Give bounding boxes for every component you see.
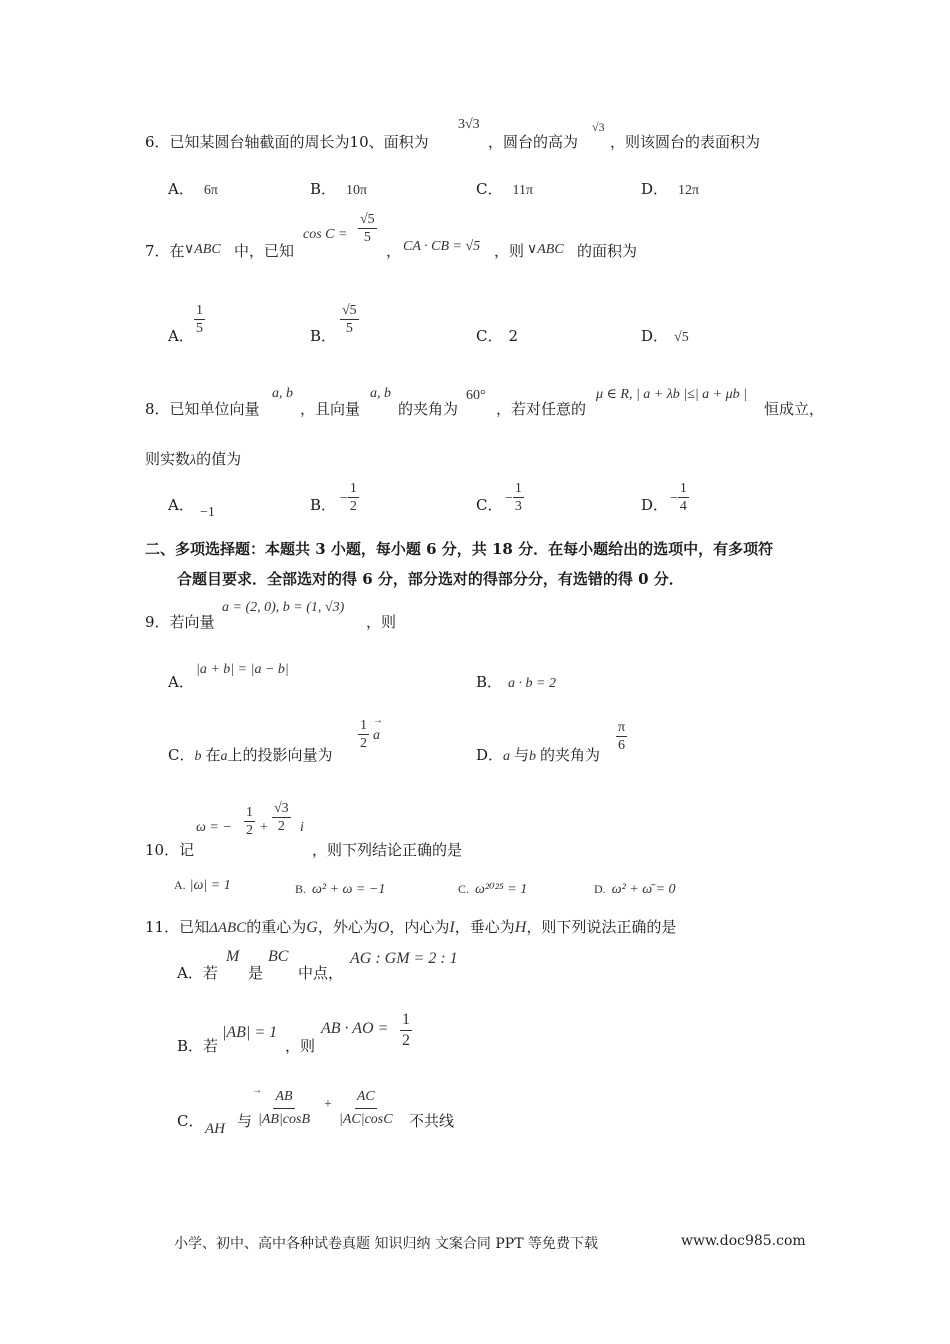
q7-dot-product: CA · CB = √5 — [403, 239, 481, 254]
q7-option-a[interactable] — [168, 325, 194, 346]
option-value: 10π — [346, 183, 368, 198]
q6-option-d[interactable] — [641, 178, 699, 199]
q10-fraction-2 — [272, 800, 291, 835]
fraction-numerator: 1 — [196, 303, 203, 318]
q10-plus: + — [260, 820, 268, 835]
q9-option-c-fraction — [358, 717, 369, 752]
fraction-denominator: 2 — [402, 1032, 410, 1049]
q8-stem-e: 恒成立， — [764, 400, 825, 418]
lambda-symbol: λ — [190, 453, 197, 468]
option-label: D． — [641, 327, 669, 345]
q8-option-c[interactable] — [476, 494, 502, 515]
fraction-numerator: π — [618, 720, 626, 735]
q8-option-a-value: −1 — [200, 505, 215, 520]
q9-stem-a: 9．若向量 — [145, 613, 215, 631]
q8-vectors-2: a, b — [370, 386, 391, 401]
q9-option-c-vector: a — [373, 728, 380, 743]
minus-sign: − — [340, 491, 348, 506]
q8-line2 — [145, 448, 241, 469]
q11-text: ，则下列说法正确的是 — [526, 918, 677, 936]
option-label: A．若 — [177, 964, 218, 982]
point-g: G — [306, 919, 318, 936]
q7-option-b[interactable] — [310, 325, 336, 346]
q11-text: ，内心为 — [389, 918, 450, 936]
fraction-numerator: √5 — [360, 212, 375, 227]
q6-option-a[interactable] — [168, 178, 218, 199]
option-value: 11π — [512, 183, 534, 198]
fraction-numerator: √5 — [342, 303, 357, 318]
q8-stem-a: 8．已知单位向量 — [145, 400, 260, 418]
option-value: 6π — [203, 183, 218, 198]
point-o: O — [377, 919, 390, 936]
section-2-line-1: 二、多项选择题：本题共 3 小题，每小题 6 分，共 18 分．在每小题给出的选项中，有多项符 — [145, 540, 774, 558]
option-value: ω²⁰²⁵ = 1 — [475, 882, 528, 897]
q9-option-a-expr: |a + b| = |a − b| — [196, 662, 289, 677]
option-text: 的夹角为 — [540, 746, 601, 764]
q10-fraction-1 — [244, 804, 255, 839]
q10-imaginary-unit: i — [300, 820, 304, 835]
q11-option-a-t2: 中点， — [298, 964, 344, 982]
option-value: |ω| = 1 — [189, 878, 231, 893]
vector-b: b — [194, 749, 202, 764]
fraction-numerator: 1 — [514, 481, 522, 496]
q8-option-b[interactable] — [310, 494, 336, 515]
q8-option-c-value — [505, 480, 524, 515]
fraction-numerator: AC — [355, 1086, 377, 1109]
option-value: 2 — [508, 327, 519, 345]
q8-stem-b: ，且向量 — [300, 400, 361, 418]
point-h: H — [514, 919, 527, 936]
q11-option-c-fraction-2 — [337, 1086, 395, 1131]
q11-option-c[interactable] — [177, 1110, 203, 1131]
fraction-denominator: 2 — [277, 819, 285, 834]
q11-option-a-t1: 是 — [248, 964, 264, 982]
q11-text: ，外心为 — [317, 918, 378, 936]
q8-line2-b: 的值为 — [196, 450, 242, 468]
footer-text: 小学、初中、高中各种试卷真题 知识归纳 文案合同 PPT 等免费下载 — [174, 1236, 598, 1252]
q8-stem-c: 的夹角为 — [398, 400, 459, 418]
minus-sign: − — [505, 491, 513, 506]
q6-stem-b: ，圆台的高为 — [488, 133, 579, 151]
option-label: A． — [168, 673, 194, 691]
q10-omega: ω = − — [196, 820, 232, 835]
fraction-numerator: 1 — [400, 1010, 412, 1031]
q11-option-b-expr: AB · AO = — [321, 1020, 389, 1037]
q7-sep: ， — [386, 242, 402, 260]
q11-option-a-m: M — [226, 948, 240, 965]
q7-option-a-fraction — [194, 302, 205, 337]
q11-option-a[interactable] — [177, 962, 218, 983]
option-label: B．若 — [177, 1037, 219, 1055]
minus-sign: − — [670, 491, 678, 506]
q8-option-b-value — [340, 480, 359, 515]
fraction-numerator: √3 — [274, 801, 289, 816]
option-label: B. — [295, 882, 307, 896]
q7-cos: cos C = — [303, 227, 348, 242]
q7-option-c[interactable] — [476, 325, 518, 346]
option-label: C． — [476, 327, 503, 345]
option-label: D. — [594, 882, 606, 896]
q11-option-c-fraction-1 — [256, 1086, 312, 1131]
option-text: 在 — [205, 746, 221, 764]
option-value: ω² + ω̄ = 0 — [611, 882, 676, 897]
fraction-numerator: 1 — [246, 805, 253, 820]
q7-triangle: ∨ABC — [184, 242, 221, 257]
option-label: A． — [168, 327, 194, 345]
q8-stem-d: ，若对任意的 — [496, 400, 587, 418]
q9-option-a[interactable] — [168, 671, 194, 692]
option-label: B． — [476, 673, 503, 691]
fraction-denominator: |AC|cosC — [339, 1112, 393, 1127]
vector-a: a — [220, 749, 228, 764]
point-i: I — [449, 919, 455, 936]
q9-option-b[interactable] — [476, 671, 556, 692]
option-label: D． — [476, 746, 504, 764]
q11-option-c-plus: + — [324, 1097, 332, 1112]
fraction-numerator: 1 — [679, 481, 687, 496]
fraction-denominator: 5 — [363, 230, 371, 245]
q9-option-c[interactable] — [168, 744, 333, 765]
q6-height: √3 — [592, 120, 605, 134]
fraction-numerator: 1 — [360, 718, 367, 733]
q11-text: ，垂心为 — [454, 918, 515, 936]
option-value: √5 — [674, 330, 689, 345]
q10-option-c[interactable] — [458, 878, 527, 898]
q10-stem-b: ，则下列结论正确的是 — [312, 841, 463, 859]
q11-triangle: ΔABC — [209, 920, 247, 936]
q6-stem-c: ，则该圆台的表面积为 — [610, 133, 761, 151]
q10-option-b[interactable] — [295, 878, 385, 898]
q6-stem-a: 6．已知某圆台轴截面的周长为10、面积为 — [145, 133, 429, 151]
q9-vectors: a = (2, 0), b = (1, √3) — [222, 600, 345, 615]
footer-url[interactable]: www.doc985.com — [681, 1233, 806, 1249]
q8-option-d-value — [670, 480, 689, 515]
option-label: C. — [458, 882, 470, 896]
option-label: B． — [310, 327, 337, 345]
vector-arrow-icon: → — [373, 715, 383, 726]
q9-stem-b: ，则 — [366, 613, 397, 631]
q6-stem — [145, 131, 429, 152]
option-value: ω² + ω = −1 — [312, 882, 386, 897]
q9-option-d[interactable] — [476, 744, 600, 765]
q11-option-b-fraction — [400, 1010, 412, 1051]
option-label: C． — [168, 746, 195, 764]
option-label: A． — [168, 496, 194, 514]
q6-option-b[interactable] — [310, 178, 367, 199]
fraction-denominator: 4 — [679, 499, 687, 514]
fraction-denominator: 5 — [196, 321, 203, 336]
option-label: A． — [168, 180, 194, 198]
q7-stem-c: ，则 — [494, 242, 525, 260]
q8-option-d[interactable] — [641, 494, 668, 515]
q11-option-b-t: ，则 — [285, 1037, 316, 1055]
q7-stem-b: 中，已知 — [234, 242, 295, 260]
q7-stem-d: 的面积为 — [577, 242, 638, 260]
q6-area: 3√3 — [458, 117, 480, 132]
section-2-line-2: 合题目要求．全部选对的得 6 分，部分选对的得部分分，有选错的得 0 分． — [177, 570, 684, 588]
vector-a: a — [503, 749, 511, 764]
option-value: 12π — [678, 183, 700, 198]
q11-stem — [145, 916, 676, 937]
fraction-numerator: 1 — [349, 481, 357, 496]
q11-option-a-ratio: AG : GM = 2 : 1 — [350, 950, 458, 967]
fraction-denominator: 2 — [246, 823, 253, 838]
q11-option-c-t2: 不共线 — [409, 1112, 455, 1130]
fraction-denominator: 5 — [345, 321, 353, 336]
fraction-denominator: 2 — [349, 499, 357, 514]
option-label: B． — [310, 180, 337, 198]
q8-angle: 60° — [466, 388, 486, 403]
fraction-denominator: 6 — [618, 738, 626, 753]
fraction-denominator: 3 — [514, 499, 522, 514]
q8-option-a[interactable] — [168, 494, 194, 515]
fraction-numerator: AB — [273, 1086, 294, 1109]
q11-option-c-ah: AH — [205, 1121, 225, 1137]
option-text: 与 — [514, 746, 530, 764]
option-label: D． — [641, 496, 669, 514]
option-label: A. — [174, 878, 186, 892]
q8-line2-a: 则实数 — [145, 450, 191, 468]
q7-stem-a: 7．在 — [145, 242, 185, 260]
vector-arrow-icon: → — [252, 1085, 262, 1096]
q8-condition: μ ∈ R, | a + λb |≤| a + μb | — [596, 387, 748, 402]
vector-b: b — [529, 749, 537, 764]
option-label: C． — [177, 1112, 204, 1130]
q6-option-c[interactable] — [476, 178, 533, 199]
q10-option-d[interactable] — [594, 878, 676, 898]
q11-option-b[interactable] — [177, 1035, 218, 1056]
option-label: C． — [476, 496, 503, 514]
q11-text: 的重心为 — [246, 918, 307, 936]
option-label: B． — [310, 496, 337, 514]
q7-cos-fraction — [358, 211, 377, 246]
q7-option-b-fraction — [340, 302, 359, 337]
option-text: 上的投影向量为 — [227, 746, 333, 764]
q7-triangle-2: ∨ABC — [527, 242, 564, 257]
q11-option-c-t1: 与 — [237, 1112, 253, 1130]
fraction-denominator: |AB|cosB — [258, 1112, 311, 1127]
q7-option-d[interactable] — [641, 325, 689, 346]
q11-stem-a: 11．已知 — [145, 918, 210, 936]
q11-option-a-bc: BC — [268, 948, 289, 965]
q10-stem-a: 10．记 — [145, 841, 195, 859]
option-value: a · b = 2 — [508, 676, 556, 691]
option-label: C． — [476, 180, 503, 198]
q8-vectors: a, b — [272, 386, 293, 401]
fraction-denominator: 2 — [360, 736, 367, 751]
option-label: D． — [641, 180, 669, 198]
q10-option-a[interactable] — [174, 874, 231, 894]
q9-option-d-fraction — [616, 719, 627, 754]
q11-option-b-cond: |AB| = 1 — [222, 1024, 278, 1041]
